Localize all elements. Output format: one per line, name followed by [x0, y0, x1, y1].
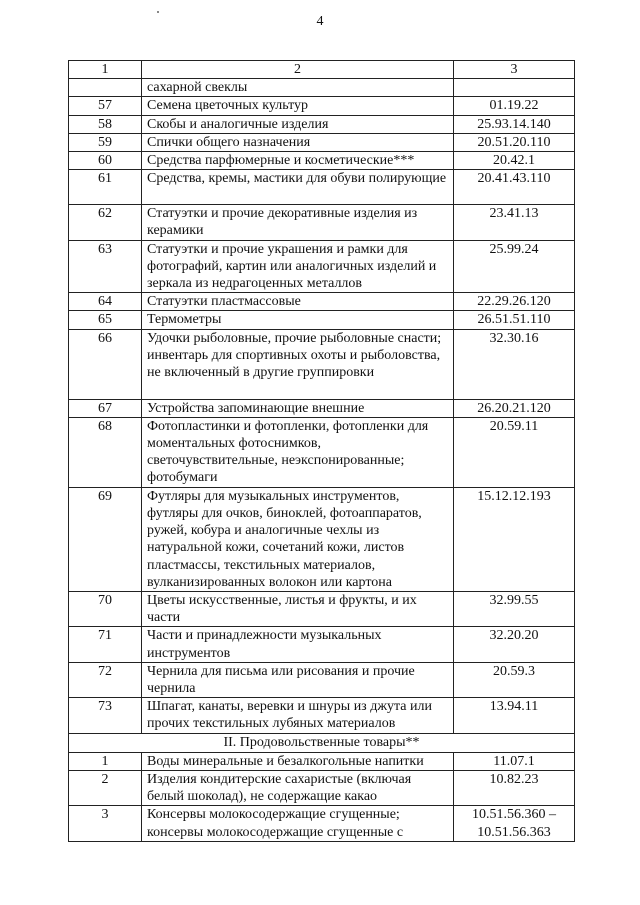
- item-number: 69: [69, 487, 142, 591]
- item-name: Цветы искусственные, листья и фрукты, и их части: [142, 592, 454, 627]
- item-name: Чернила для письма или рисования и прочие чернила: [142, 662, 454, 697]
- item-number: 68: [69, 417, 142, 487]
- item-code: 22.29.26.120: [454, 293, 575, 311]
- item-number: 2: [69, 770, 142, 805]
- goods-table-body: [69, 61, 575, 842]
- item-number: 57: [69, 97, 142, 115]
- section-row: [69, 806, 575, 841]
- item-code: 23.41.13: [454, 205, 575, 240]
- item-code: 20.41.43.110: [454, 170, 575, 205]
- section-row: [69, 752, 575, 770]
- item-code: 10.82.23: [454, 770, 575, 805]
- item-number: 73: [69, 698, 142, 733]
- table-row: [69, 240, 575, 293]
- item-code: 26.20.21.120: [454, 399, 575, 417]
- table-row: [69, 115, 575, 133]
- item-name: Термометры: [142, 311, 454, 329]
- item-number: 72: [69, 662, 142, 697]
- header-col-3: 3: [454, 61, 575, 79]
- item-number: [69, 79, 142, 97]
- item-name: Статуэтки и прочие украшения и рамки для фотографий, картин или аналогичных изделий и зеркала из недрагоценных металлов: [142, 240, 454, 293]
- section-row: [69, 770, 575, 805]
- table-row: [69, 311, 575, 329]
- item-number: 59: [69, 133, 142, 151]
- table-row: [69, 329, 575, 399]
- item-name: Скобы и аналогичные изделия: [142, 115, 454, 133]
- table-row: [69, 662, 575, 697]
- item-number: 64: [69, 293, 142, 311]
- scan-speck: [157, 11, 159, 13]
- item-code: 20.51.20.110: [454, 133, 575, 151]
- page-number: 4: [316, 14, 324, 29]
- item-number: 66: [69, 329, 142, 399]
- item-code: 10.51.56.360 – 10.51.56.363: [454, 806, 575, 841]
- table-row: [69, 487, 575, 591]
- item-code: 01.19.22: [454, 97, 575, 115]
- item-name: Средства, кремы, мастики для обуви полирующие: [142, 170, 454, 205]
- item-name: Консервы молокосодержащие сгущенные; консервы молокосодержащие сгущенные с: [142, 806, 454, 841]
- table-row: [69, 592, 575, 627]
- item-name: Устройства запоминающие внешние: [142, 399, 454, 417]
- item-number: 1: [69, 752, 142, 770]
- item-code: [454, 79, 575, 97]
- item-code: 20.59.11: [454, 417, 575, 487]
- header-col-1: 1: [69, 61, 142, 79]
- section-title: II. Продовольственные товары**: [69, 733, 575, 752]
- item-code: 15.12.12.193: [454, 487, 575, 591]
- item-number: 58: [69, 115, 142, 133]
- item-number: 61: [69, 170, 142, 205]
- item-number: 62: [69, 205, 142, 240]
- item-number: 3: [69, 806, 142, 841]
- table-row: [69, 293, 575, 311]
- item-code: 25.99.24: [454, 240, 575, 293]
- header-col-2: 2: [142, 61, 454, 79]
- item-number: 60: [69, 152, 142, 170]
- item-name: Части и принадлежности музыкальных инструментов: [142, 627, 454, 662]
- item-code: 20.42.1: [454, 152, 575, 170]
- table-row: [69, 698, 575, 733]
- item-number: 63: [69, 240, 142, 293]
- item-name: Шпагат, канаты, веревки и шнуры из джута или прочих текстильных лубяных материалов: [142, 698, 454, 733]
- item-name: Удочки рыболовные, прочие рыболовные снасти; инвентарь для спортивных охоты и рыболовства, не включенный в другие группировки: [142, 329, 454, 399]
- item-number: 67: [69, 399, 142, 417]
- item-name: Футляры для музыкальных инструментов, футляры для очков, биноклей, фотоаппаратов, ружей, кобура и аналогичные чехлы из натуральной кожи, сочетаний кожи, листов пластмассы, текстильных материалов, вулканизированных волокон или картона: [142, 487, 454, 591]
- table-row: [69, 79, 575, 97]
- item-code: 32.30.16: [454, 329, 575, 399]
- table-row: [69, 170, 575, 205]
- table-row: [69, 627, 575, 662]
- item-name: Семена цветочных культур: [142, 97, 454, 115]
- item-code: 32.99.55: [454, 592, 575, 627]
- item-code: 25.93.14.140: [454, 115, 575, 133]
- table-header-row: [69, 61, 575, 79]
- table-row: [69, 417, 575, 487]
- item-code: 20.59.3: [454, 662, 575, 697]
- item-name: Спички общего назначения: [142, 133, 454, 151]
- item-code: 32.20.20: [454, 627, 575, 662]
- table-row: [69, 205, 575, 240]
- item-name: Средства парфюмерные и косметические***: [142, 152, 454, 170]
- table-row: [69, 133, 575, 151]
- item-code: 26.51.51.110: [454, 311, 575, 329]
- item-name: сахарной свеклы: [142, 79, 454, 97]
- item-name: Изделия кондитерские сахаристые (включая белый шоколад), не содержащие какао: [142, 770, 454, 805]
- table-row: [69, 97, 575, 115]
- goods-table: [68, 60, 575, 842]
- item-number: 70: [69, 592, 142, 627]
- item-number: 71: [69, 627, 142, 662]
- item-name: Воды минеральные и безалкогольные напитки: [142, 752, 454, 770]
- item-name: Статуэтки и прочие декоративные изделия из керамики: [142, 205, 454, 240]
- item-name: Фотопластинки и фотопленки, фотопленки для моментальных фотоснимков, светочувствительные, неэкспонированные; фотобумаги: [142, 417, 454, 487]
- table-row: [69, 399, 575, 417]
- item-code: 11.07.1: [454, 752, 575, 770]
- table-row: [69, 152, 575, 170]
- item-number: 65: [69, 311, 142, 329]
- item-name: Статуэтки пластмассовые: [142, 293, 454, 311]
- item-code: 13.94.11: [454, 698, 575, 733]
- section-header-row: [69, 733, 575, 752]
